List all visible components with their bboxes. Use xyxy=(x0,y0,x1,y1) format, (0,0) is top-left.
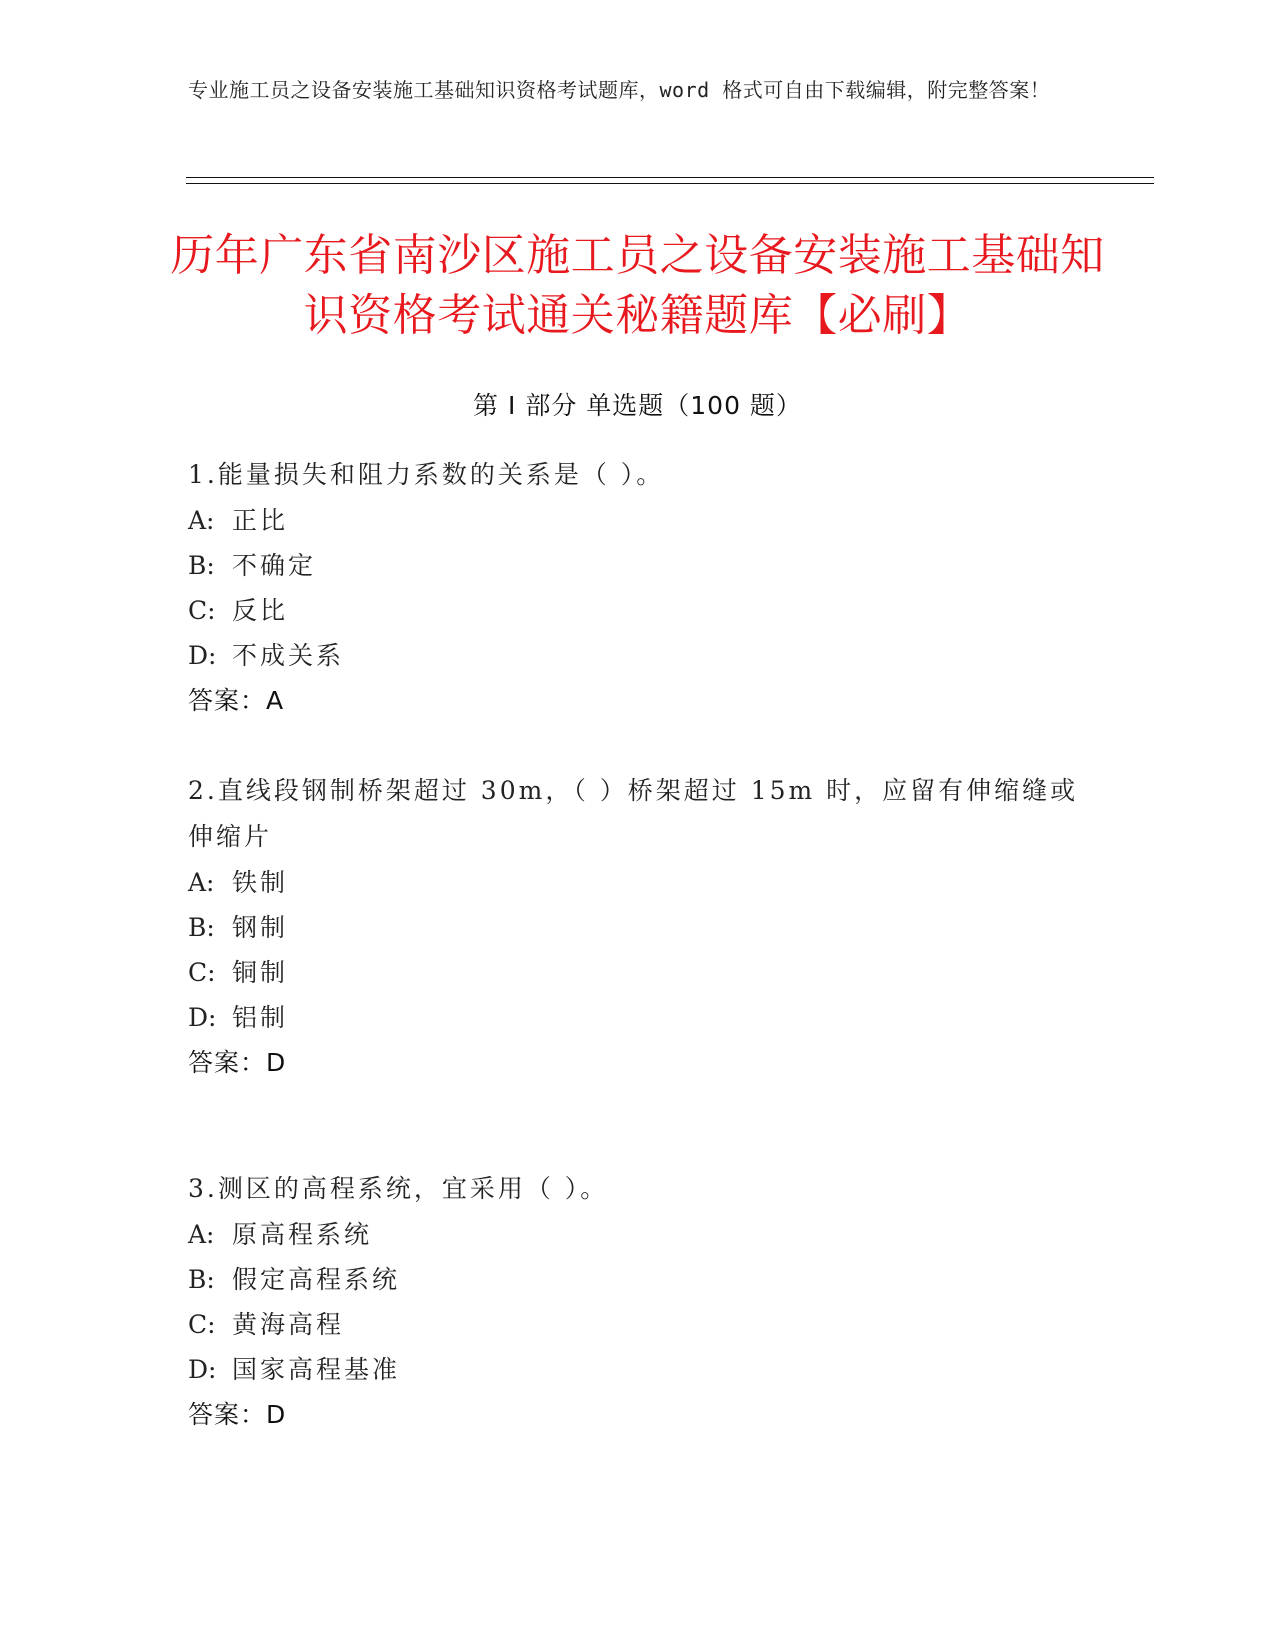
option-text: 反比 xyxy=(232,596,289,625)
option-label: C: xyxy=(188,1310,216,1339)
option-label: D: xyxy=(188,641,217,670)
section-title: 第 I 部分 单选题（100 题） xyxy=(473,391,802,420)
option-label: D: xyxy=(188,1355,217,1384)
question-2 xyxy=(188,768,1088,1085)
option-label: D: xyxy=(188,1003,217,1032)
option-d xyxy=(188,1347,1088,1392)
question-1 xyxy=(188,452,1088,723)
option-text: 国家高程基准 xyxy=(232,1355,401,1384)
option-label: B: xyxy=(188,913,215,942)
header-divider-top xyxy=(186,177,1154,178)
option-label: A: xyxy=(188,506,215,535)
option-b xyxy=(188,905,1088,950)
option-d xyxy=(188,633,1088,678)
option-label: A: xyxy=(188,1220,215,1249)
question-stem: 2.直线段钢制桥架超过 30m，（ ）桥架超过 15m 时，应留有伸缩缝或伸缩片 xyxy=(188,776,1079,851)
option-text: 铁制 xyxy=(232,868,289,897)
question-stem: 1.能量损失和阻力系数的关系是（ ）。 xyxy=(188,460,665,489)
option-a xyxy=(188,860,1088,905)
option-c xyxy=(188,1302,1088,1347)
option-c xyxy=(188,950,1088,995)
option-text: 不确定 xyxy=(232,551,317,580)
answer-line: 答案：D xyxy=(188,1048,287,1077)
option-label: C: xyxy=(188,596,216,625)
option-b xyxy=(188,1257,1088,1302)
answer-line: 答案：A xyxy=(188,686,285,715)
option-label: C: xyxy=(188,958,216,987)
option-label: B: xyxy=(188,1265,215,1294)
option-a xyxy=(188,1212,1088,1257)
document-title: 历年广东省南沙区施工员之设备安装施工基础知识资格考试通关秘籍题库【必刷】 xyxy=(170,230,1105,341)
question-stem: 3.测区的高程系统，宜采用（ ）。 xyxy=(188,1174,609,1203)
option-text: 原高程系统 xyxy=(232,1220,373,1249)
option-c xyxy=(188,588,1088,633)
option-b xyxy=(188,543,1088,588)
question-3 xyxy=(188,1166,1088,1437)
option-a xyxy=(188,498,1088,543)
option-text: 钢制 xyxy=(232,913,289,942)
option-text: 不成关系 xyxy=(232,641,345,670)
option-label: A: xyxy=(188,868,215,897)
header-note: 专业施工员之设备安装施工基础知识资格考试题库，word 格式可自由下载编辑，附完整答案！ xyxy=(188,78,1051,102)
option-text: 假定高程系统 xyxy=(232,1265,401,1294)
option-text: 铜制 xyxy=(232,958,289,987)
option-label: B: xyxy=(188,551,215,580)
option-text: 黄海高程 xyxy=(232,1310,345,1339)
option-d xyxy=(188,995,1088,1040)
option-text: 正比 xyxy=(232,506,289,535)
answer-line: 答案：D xyxy=(188,1400,287,1429)
header-divider-bottom xyxy=(186,183,1154,184)
option-text: 铝制 xyxy=(232,1003,289,1032)
